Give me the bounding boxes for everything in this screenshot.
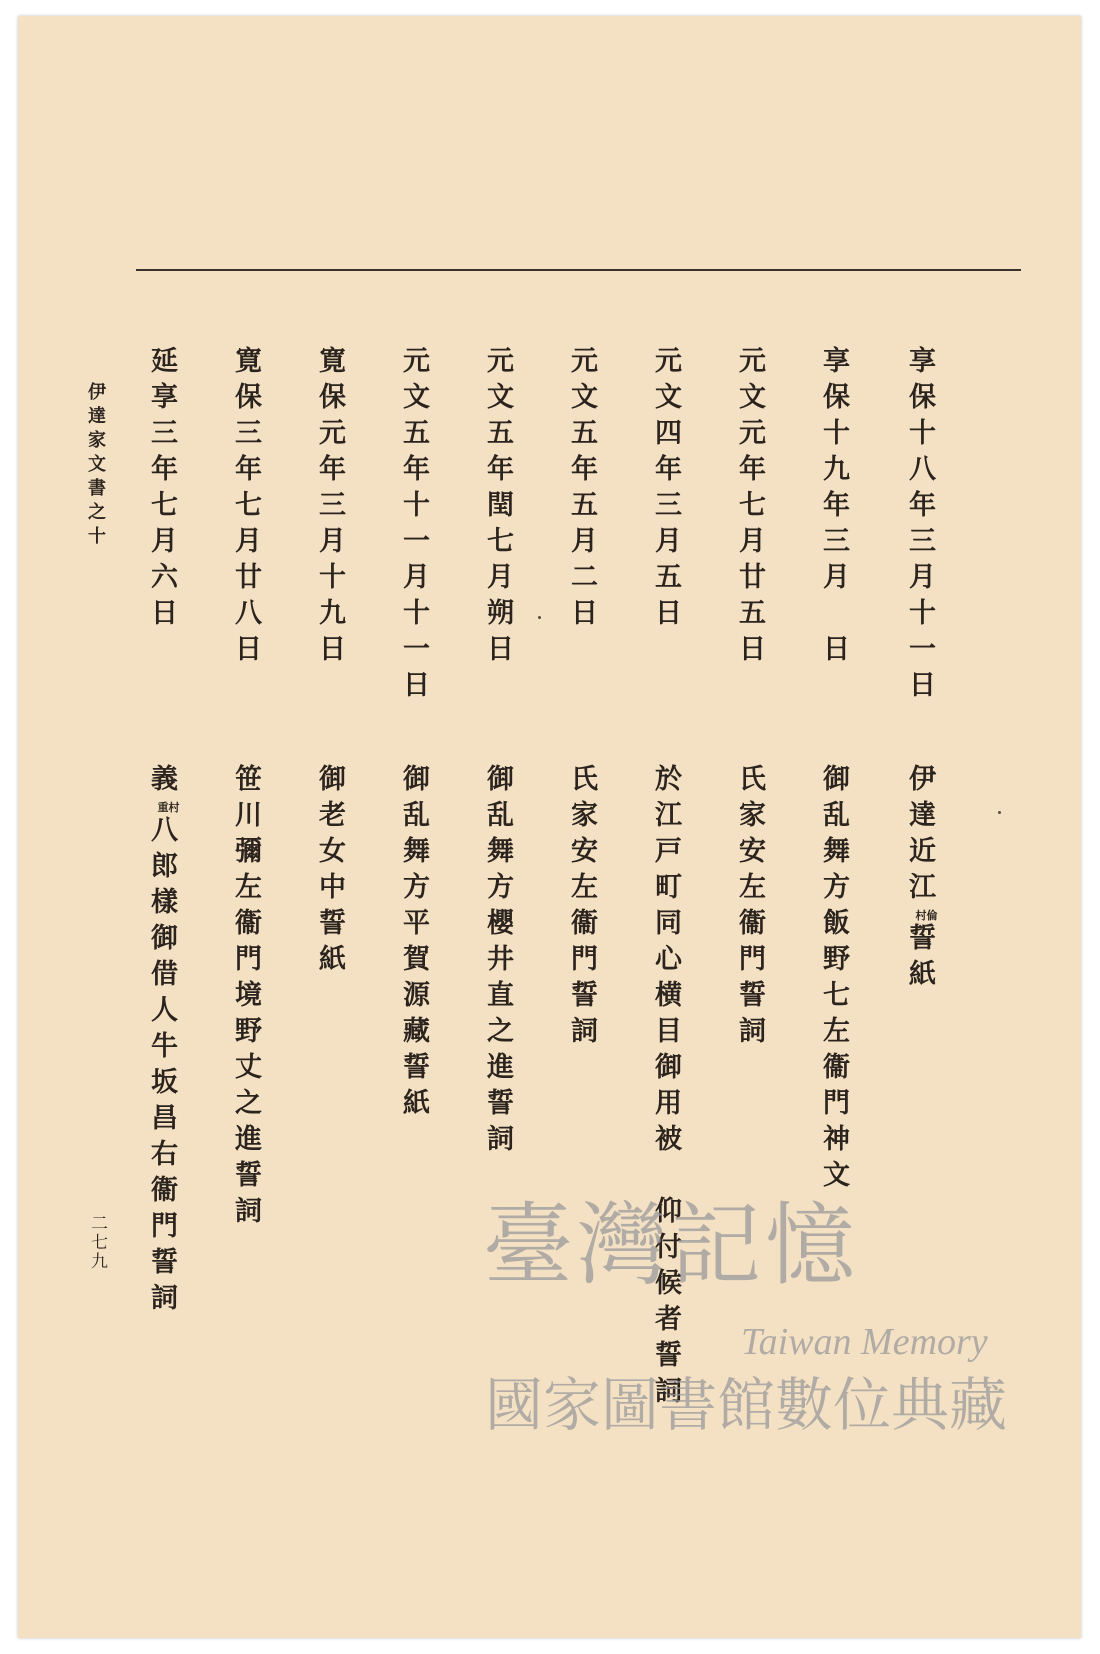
interlinear-note: 重村 xyxy=(157,801,180,814)
entry-title: 御老女中誓紙 xyxy=(314,764,345,980)
watermark-title: 臺灣記憶 xyxy=(483,1193,859,1298)
entry-date: 元文元年七月廿五日 xyxy=(734,346,765,670)
watermark xyxy=(483,1193,1008,1461)
entry-title: 氏家安左衞門誓詞 xyxy=(734,764,765,1052)
entry-title: 御乱舞方平賀源藏誓紙 xyxy=(398,764,429,1124)
paper-speck xyxy=(538,616,541,619)
entry-date: 享保十九年三月 日 xyxy=(818,346,849,670)
entry-title-part: 義 xyxy=(146,764,177,800)
entry-title-part: 八郎樣御借人牛坂昌右衞門誓詞 xyxy=(146,815,177,1319)
watermark-subtitle: 國家圖書館數位典藏 xyxy=(485,1371,1008,1439)
interlinear-note: 村倫 xyxy=(915,909,938,922)
entry-title-part: 伊達近江 xyxy=(904,764,935,908)
header-rule xyxy=(136,269,1021,271)
running-header: 伊達家文書之十 xyxy=(85,382,106,550)
paper-speck xyxy=(998,811,1001,814)
entry-title: 於江戸町同心横目御用被 仰付候者誓詞 xyxy=(650,764,681,1412)
entry-title-part: 誓紙 xyxy=(904,923,935,995)
entry-title: 御乱舞方飯野七左衞門神文 xyxy=(818,764,849,1196)
entry-title: 氏家安左衞門誓詞 xyxy=(566,764,597,1052)
entry-date: 元文五年十一月十一日 xyxy=(398,346,429,706)
entry-date: 享保十八年三月十一日 xyxy=(904,346,935,706)
entry-title xyxy=(906,764,938,995)
entry-date: 延享三年七月六日 xyxy=(146,346,177,634)
entry-date: 寛保三年七月廿八日 xyxy=(230,346,261,670)
entry-title: 笹川彌左衞門境野丈之進誓詞 xyxy=(230,764,261,1232)
entry-date: 元文五年閏七月朔日 xyxy=(482,346,513,670)
entry-date: 寛保元年三月十九日 xyxy=(314,346,345,670)
entry-date: 元文四年三月五日 xyxy=(650,346,681,634)
document-page xyxy=(18,16,1081,1638)
entry-date: 元文五年五月二日 xyxy=(566,346,597,634)
page-number: 二七九 xyxy=(87,1214,107,1271)
entry-title: 御乱舞方櫻井直之進誓詞 xyxy=(482,764,513,1160)
watermark-english: Taiwan Memory xyxy=(741,1321,988,1363)
entry-title xyxy=(148,764,180,1319)
